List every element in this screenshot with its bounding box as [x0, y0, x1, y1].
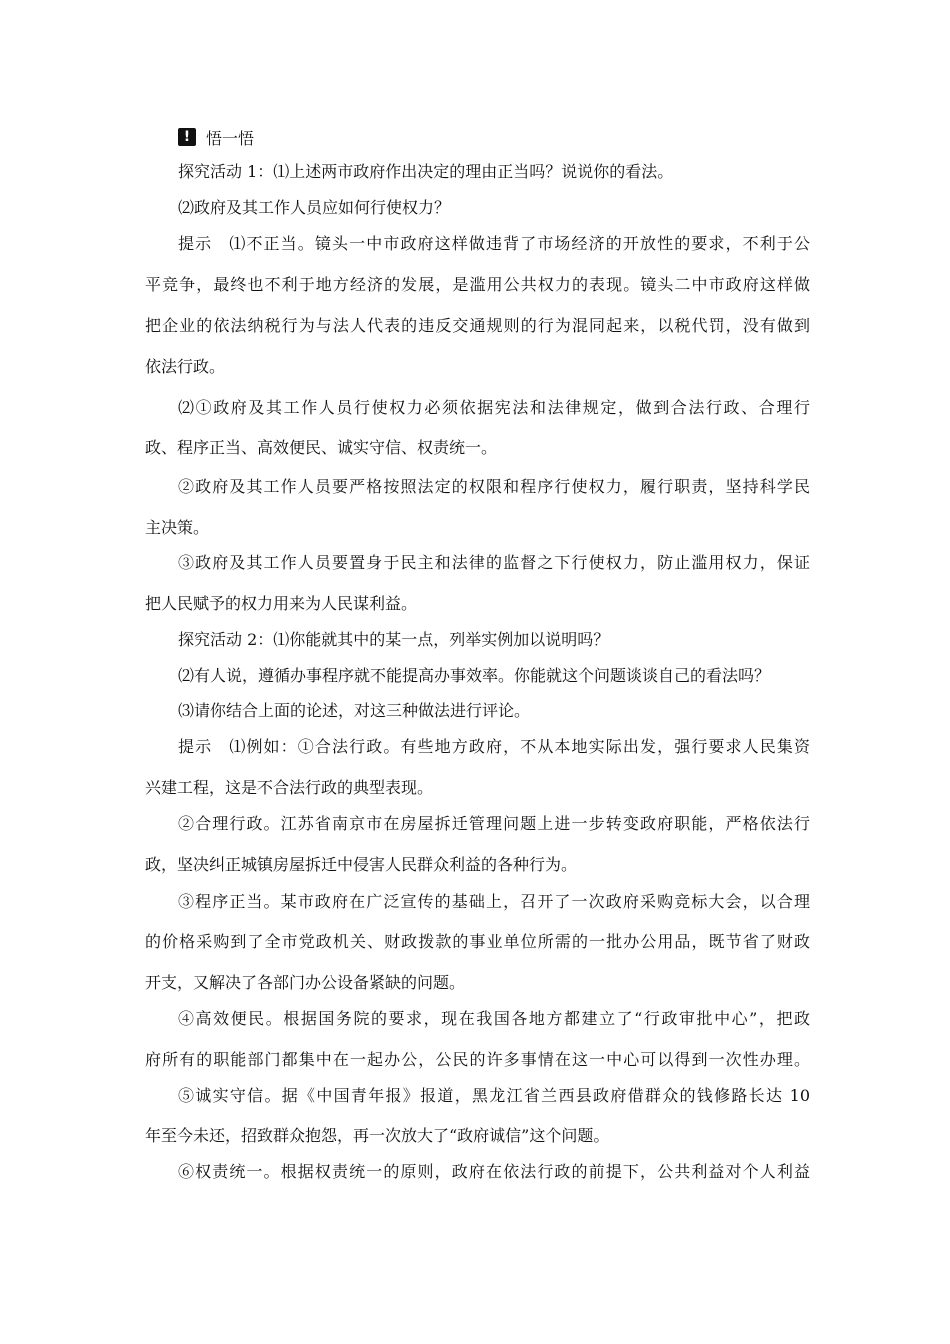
paragraph-line: ⑶请你结合上面的论述，对这三种做法进行评论。 [178, 701, 531, 720]
section-header [178, 124, 254, 150]
paragraph-line: 把人民赋予的权力用来为人民谋利益。 [145, 594, 418, 613]
section-title: 悟一悟 [206, 128, 255, 148]
paragraph-line: 平竞争，最终也不利于地方经济的发展，是滥用公共权力的表现。镜头二中市政府这样做 [145, 275, 810, 294]
paragraph-line: ⑵政府及其工作人员应如何行使权力？ [178, 198, 451, 217]
paragraph-line: ⑵①政府及其工作人员行使权力必须依据宪法和法律规定，做到合法行政、合理行 [178, 398, 810, 417]
paragraph-line: 府所有的职能部门都集中在一起办公，公民的许多事情在这一中心可以得到一次性办理。 [145, 1050, 810, 1069]
exclamation-icon: ! [178, 128, 196, 146]
paragraph-line: ④高效便民。根据国务院的要求，现在我国各地方都建立了“行政审批中心”，把政 [178, 1009, 810, 1028]
paragraph-line: 的价格采购到了全市党政机关、财政拨款的事业单位所需的一批办公用品，既节省了财政 [145, 932, 810, 951]
paragraph-line: 把企业的依法纳税行为与法人代表的违反交通规则的行为混同起来，以税代罚，没有做到 [145, 316, 810, 335]
paragraph-line: 提示 ⑴不正当。镜头一中市政府这样做违背了市场经济的开放性的要求，不利于公 [178, 234, 810, 253]
paragraph-line: 提示 ⑴例如：①合法行政。有些地方政府，不从本地实际出发，强行要求人民集资 [178, 737, 810, 756]
paragraph-line: 开支，又解决了各部门办公设备紧缺的问题。 [145, 973, 466, 992]
paragraph-line: 年至今未还，招致群众抱怨，再一次放大了“政府诚信”这个问题。 [145, 1126, 610, 1145]
paragraph-line: 兴建工程，这是不合法行政的典型表现。 [145, 778, 434, 797]
paragraph-line: 主决策。 [145, 518, 210, 537]
paragraph-line: ②合理行政。江苏省南京市在房屋拆迁管理问题上进一步转变政府职能，严格依法行 [178, 814, 810, 833]
paragraph-line: ③政府及其工作人员要置身于民主和法律的监督之下行使权力，防止滥用权力，保证 [178, 553, 810, 572]
paragraph-line: 探究活动 2：⑴你能就其中的某一点，列举实例加以说明吗？ [178, 630, 610, 649]
paragraph-line: 政，坚决纠正城镇房屋拆迁中侵害人民群众利益的各种行为。 [145, 855, 578, 874]
paragraph-line: ⑥权责统一。根据权责统一的原则，政府在依法行政的前提下，公共利益对个人利益 [178, 1162, 810, 1181]
paragraph-line: ⑵有人说，遵循办事程序就不能提高办事效率。你能就这个问题谈谈自己的看法吗？ [178, 666, 771, 685]
paragraph-line: ⑤诚实守信。据《中国青年报》报道，黑龙江省兰西县政府借群众的钱修路长达 10 [178, 1086, 810, 1105]
paragraph-line: 政、程序正当、高效便民、诚实守信、权责统一。 [145, 438, 498, 457]
paragraph-line: 探究活动 1：⑴上述两市政府作出决定的理由正当吗？说说你的看法。 [178, 162, 674, 181]
paragraph-line: 依法行政。 [145, 357, 226, 376]
paragraph-line: ③程序正当。某市政府在广泛宣传的基础上，召开了一次政府采购竞标大会，以合理 [178, 892, 810, 911]
paragraph-line: ②政府及其工作人员要严格按照法定的权限和程序行使权力，履行职责，坚持科学民 [178, 477, 810, 496]
